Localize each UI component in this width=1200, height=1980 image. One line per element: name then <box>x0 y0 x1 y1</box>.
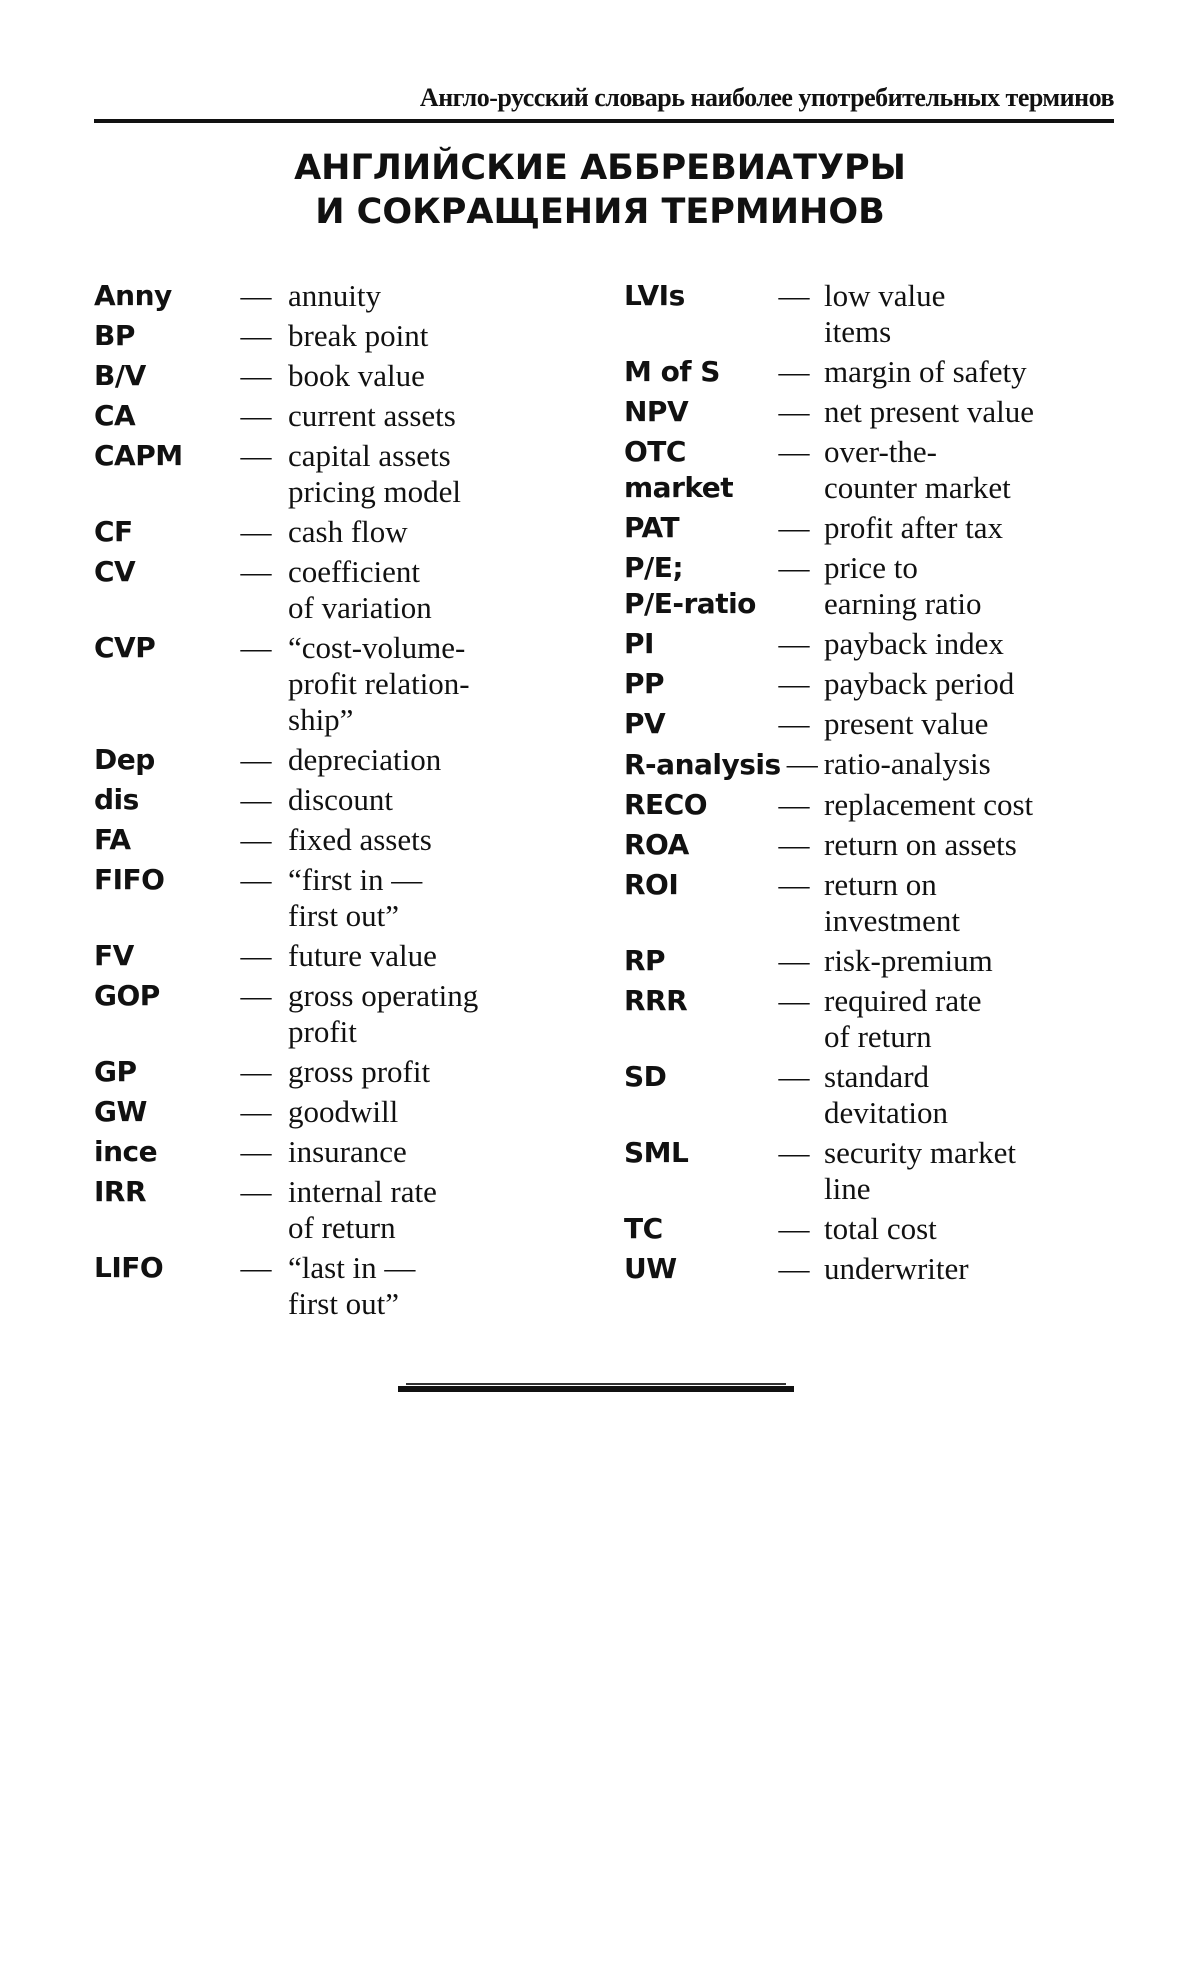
entry-dash: — <box>240 1174 272 1209</box>
dictionary-entry <box>624 550 1124 622</box>
entry-dash: — <box>778 510 810 545</box>
dictionary-entry <box>624 706 1124 742</box>
entry-dash: — <box>240 742 272 777</box>
dictionary-entry <box>624 434 1124 506</box>
dictionary-entry <box>624 278 1124 350</box>
entry-term: required rate of return <box>824 983 982 1054</box>
entry-dash: — <box>240 822 272 857</box>
entry-term: current assets <box>288 398 456 433</box>
entry-abbreviation: NPV <box>624 395 689 428</box>
entry-abbreviation: Dep <box>94 743 155 776</box>
dictionary-entry <box>94 318 594 354</box>
dictionary-entry <box>94 742 594 778</box>
dictionary-entry <box>94 438 594 510</box>
entry-term: ratio-analysis <box>823 746 991 781</box>
entry-abbreviation: ROI <box>624 868 679 901</box>
entry-term: return on investment <box>824 867 961 938</box>
entry-term: profit after tax <box>824 510 1004 545</box>
entry-term: internal rate of return <box>288 1174 437 1245</box>
entry-dash: — <box>778 1059 810 1094</box>
entry-dash: — <box>240 782 272 817</box>
entry-abbreviation: B/V <box>94 359 146 392</box>
dictionary-entry <box>624 867 1124 939</box>
entry-term: net present value <box>824 394 1035 429</box>
dictionary-entry <box>624 1135 1124 1207</box>
entry-dash: — <box>778 787 810 822</box>
entry-term: future value <box>288 938 437 973</box>
dictionary-entry <box>624 983 1124 1055</box>
entry-abbreviation: UW <box>624 1252 677 1285</box>
entry-dash: — <box>240 1134 272 1169</box>
dictionary-entry <box>94 938 594 974</box>
entry-abbreviation: OTC market <box>624 435 734 504</box>
entry-term: “cost-volume- profit relation- ship” <box>288 630 470 737</box>
entry-dash: — <box>778 278 810 313</box>
entry-abbreviation: ROA <box>624 828 689 861</box>
entry-dash: — <box>240 278 272 313</box>
dictionary-entry <box>624 787 1124 823</box>
entry-abbreviation: CAPM <box>94 439 183 472</box>
entry-dash: — <box>778 706 810 741</box>
right-column <box>624 278 1124 1291</box>
entry-abbreviation: PV <box>624 707 666 740</box>
entry-dash: — <box>240 514 272 549</box>
entry-term: standard devitation <box>824 1059 948 1130</box>
entry-dash: — <box>778 1251 810 1286</box>
entry-dash: — <box>240 554 272 589</box>
entry-dash: — <box>778 943 810 978</box>
entry-dash: — <box>778 983 810 1018</box>
entry-abbreviation: RECO <box>624 788 708 821</box>
dictionary-entry <box>624 1059 1124 1131</box>
dictionary-entry <box>624 1251 1124 1287</box>
entry-term: cash flow <box>288 514 408 549</box>
dictionary-entry <box>624 827 1124 863</box>
entry-dash: — <box>240 938 272 973</box>
entry-term: annuity <box>288 278 381 313</box>
entry-abbreviation: GOP <box>94 979 160 1012</box>
dictionary-entry <box>624 354 1124 390</box>
entry-abbreviation: LIFO <box>94 1251 164 1284</box>
dictionary-entry <box>94 278 594 314</box>
dictionary-entry <box>94 822 594 858</box>
entry-abbreviation: FV <box>94 939 134 972</box>
entry-abbreviation: ince <box>94 1135 158 1168</box>
entry-dash: — <box>240 1250 272 1285</box>
entry-abbreviation: BP <box>94 319 135 352</box>
end-rule-thin <box>406 1383 786 1385</box>
entry-term: security market line <box>824 1135 1016 1206</box>
entry-dash: — <box>240 398 272 433</box>
entry-abbreviation: SD <box>624 1060 667 1093</box>
entry-term: risk-premium <box>824 943 993 978</box>
entry-abbreviation: CF <box>94 515 133 548</box>
entry-term: replacement cost <box>824 787 1034 822</box>
entry-term: book value <box>288 358 425 393</box>
entry-term: return on assets <box>824 827 1017 862</box>
dictionary-entry <box>94 554 594 626</box>
entry-term: present value <box>824 706 989 741</box>
entry-term: capital assets pricing model <box>288 438 462 509</box>
dictionary-entry <box>624 943 1124 979</box>
entry-dash: — <box>240 862 272 897</box>
entry-abbreviation: RRR <box>624 984 688 1017</box>
entry-abbreviation: CA <box>94 399 136 432</box>
end-rule <box>398 1386 794 1392</box>
entry-term: gross operating profit <box>288 978 479 1049</box>
entry-abbreviation: PP <box>624 667 665 700</box>
dictionary-entry <box>624 510 1124 546</box>
entry-dash: — <box>778 434 810 469</box>
entry-abbreviation: CVP <box>94 631 156 664</box>
entry-abbreviation: FIFO <box>94 863 165 896</box>
left-column <box>94 278 594 1326</box>
dictionary-entry <box>94 1094 594 1130</box>
dictionary-entry <box>94 358 594 394</box>
dictionary-entry <box>94 978 594 1050</box>
entry-abbreviation: SML <box>624 1136 689 1169</box>
dictionary-entry <box>94 1054 594 1090</box>
entry-abbreviation: RP <box>624 944 666 977</box>
entry-abbreviation: dis <box>94 783 139 816</box>
entry-dash: — <box>240 630 272 665</box>
entry-term: goodwill <box>288 1094 399 1129</box>
entry-abbreviation: PAT <box>624 511 680 544</box>
dictionary-entry <box>94 514 594 550</box>
dictionary-entry <box>624 666 1124 702</box>
entry-abbreviation: PI <box>624 627 654 660</box>
abbreviation-columns <box>94 278 1124 1358</box>
entry-term: price to earning ratio <box>824 550 982 621</box>
entry-term: gross profit <box>288 1054 431 1089</box>
entry-term: total cost <box>824 1211 937 1246</box>
entry-term: margin of safety <box>824 354 1027 389</box>
dictionary-entry <box>624 626 1124 662</box>
entry-dash: — <box>240 358 272 393</box>
entry-dash: — <box>778 666 810 701</box>
entry-dash: — <box>240 1094 272 1129</box>
entry-dash: — <box>786 746 818 781</box>
entry-abbreviation: GP <box>94 1055 137 1088</box>
entry-dash: — <box>778 394 810 429</box>
entry-term: fixed assets <box>288 822 432 857</box>
page-title <box>0 146 1200 234</box>
entry-dash: — <box>778 1135 810 1170</box>
entry-dash: — <box>778 867 810 902</box>
entry-dash: — <box>240 1054 272 1089</box>
dictionary-entry <box>94 1174 594 1246</box>
entry-abbreviation: R-analysis <box>624 748 781 781</box>
entry-term: “first in — first out” <box>288 862 423 933</box>
entry-dash: — <box>778 1211 810 1246</box>
dictionary-entry <box>624 1211 1124 1247</box>
entry-abbreviation: TC <box>624 1212 663 1245</box>
dictionary-entry <box>94 1134 594 1170</box>
dictionary-entry <box>94 1250 594 1322</box>
dictionary-entry <box>94 782 594 818</box>
running-header: Англо-русский словарь наиболее употребительных терминов <box>419 83 1114 112</box>
entry-term: low value items <box>824 278 946 349</box>
entry-abbreviation: CV <box>94 555 136 588</box>
entry-dash: — <box>240 438 272 473</box>
dictionary-entry <box>624 746 1124 783</box>
entry-abbreviation: Anny <box>94 279 172 312</box>
entry-abbreviation: P/E; P/E-ratio <box>624 551 756 620</box>
entry-abbreviation: FA <box>94 823 131 856</box>
entry-term: payback period <box>824 666 1015 701</box>
title-line-1: АНГЛИЙСКИЕ АББРЕВИАТУРЫ <box>294 148 906 188</box>
entry-dash: — <box>778 550 810 585</box>
dictionary-entry <box>94 862 594 934</box>
entry-term: underwriter <box>824 1251 969 1286</box>
entry-abbreviation: IRR <box>94 1175 147 1208</box>
entry-term: depreciation <box>288 742 442 777</box>
entry-dash: — <box>778 626 810 661</box>
entry-term: payback index <box>824 626 1004 661</box>
entry-abbreviation: LVIs <box>624 279 685 312</box>
entry-abbreviation: M of S <box>624 355 720 388</box>
entry-dash: — <box>240 318 272 353</box>
title-line-2: И СОКРАЩЕНИЯ ТЕРМИНОВ <box>315 192 885 232</box>
entry-term: “last in — first out” <box>288 1250 416 1321</box>
entry-dash: — <box>240 978 272 1013</box>
entry-dash: — <box>778 354 810 389</box>
entry-term: break point <box>288 318 429 353</box>
dictionary-entry <box>94 398 594 434</box>
entry-term: over-the- counter market <box>824 434 1011 505</box>
entry-term: insurance <box>288 1134 407 1169</box>
entry-term: coefficient of variation <box>288 554 432 625</box>
entry-term: discount <box>288 782 394 817</box>
entry-dash: — <box>778 827 810 862</box>
dictionary-entry <box>624 394 1124 430</box>
header-rule <box>94 119 1114 123</box>
entry-abbreviation: GW <box>94 1095 147 1128</box>
dictionary-entry <box>94 630 594 738</box>
